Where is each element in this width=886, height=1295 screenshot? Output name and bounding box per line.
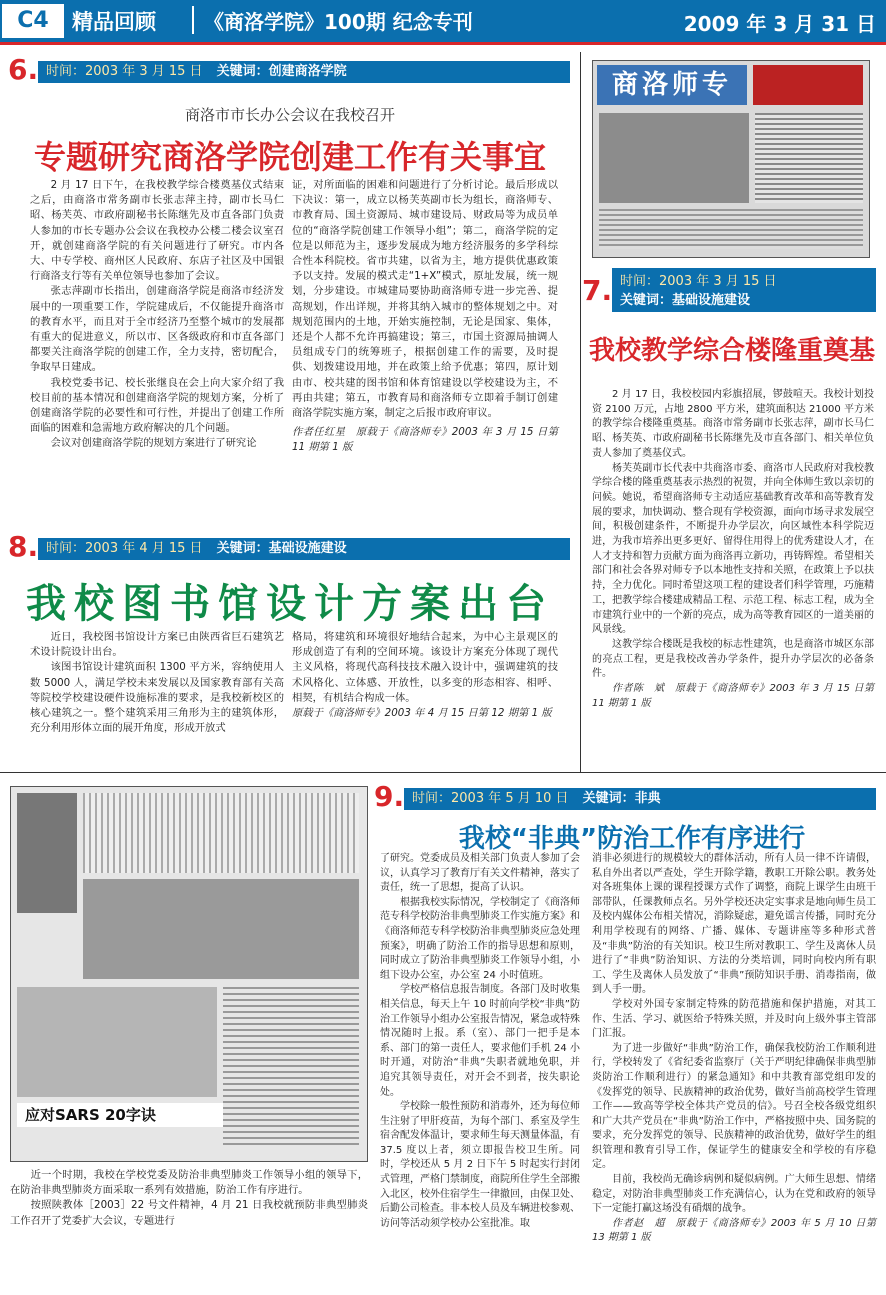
paragraph: 学校对外国专家制定特殊的防范措施和保护措施，对其工作、生活、学习、就医给予特殊关照，并及时向上级外事主管部门汇报。	[592, 998, 876, 1040]
clipping-heading: 应对SARS 20字诀	[17, 1103, 225, 1127]
clipping-text-block	[83, 793, 359, 873]
paragraph: 目前，我校尚无确诊病例和疑似病例。广大师生思想、情绪稳定，对防治非典型肺炎工作充满信心，认为在党和政府的领导下一定能打赢这场没有硝烟的战争。	[592, 1174, 876, 1215]
paragraph: 近一个时期，我校在学校党委及防治非典型肺炎工作领导小组的领导下，在防治非典型肺炎方面采取一系列有效措施，防治工作有序进行。	[10, 1169, 368, 1197]
section-6-bar	[8, 53, 570, 86]
section-keyword: 关键词：非典	[582, 791, 661, 806]
paragraph: 这教学综合楼既是我校的标志性建筑，也是商洛市城区东部的亮点工程，更是我校改善办学条件，提升办学层次的必备条件。	[592, 638, 874, 680]
paragraph: 张志萍副市长指出，创建商洛学院是商洛市经济发展中的一项重要工作，学院建成后，不仅能提升商洛市的教育水平，而且对于全市经济乃至整个城市的发展都有重大的促进意义，所以市、区各级政府和市直各部门都要关注商洛学院的创建工作，全力支持，密切配合，争取早日建成。	[30, 285, 284, 374]
s6-column-1	[30, 178, 284, 452]
s9-headline: 我校“非典”防治工作有序进行	[458, 824, 806, 854]
section-9-bar	[374, 780, 876, 813]
page-number: C4	[2, 4, 64, 38]
paragraph: 杨芙英副市长代表中共商洛市委、商洛市人民政府对我校教学综合楼的隆重奠基表示热烈的祝贺，并向全体师生致以亲切的问候。她说，希望商洛师专主动适应基础教育改革和高等教育发展的要求，加快调动、整合现有学校资源，面向市场寻求发展空间，积极创建条件，不断提升办学层次，向区域性本科学院迈进，为我市培养出更多更好、留得住用得上的优秀建设人才，在人才支持和智力贡献方面为商洛再立新功，再铸辉煌。希望相关部门和社会各界对师专予以本地性支持和关照，在政策上予以扶持，全力优化。同时希望这项工程的建设者们科学管理，巧施精工，把教学综合楼建成精品工程、示范工程、标志工程，成为全市建筑行业中的一个新的亮点，成为高等教育园区的一道美丽的风景线。	[592, 462, 874, 636]
column-divider	[580, 52, 581, 772]
paragraph: 该图书馆设计建筑面积 1300 平方米，容纳使用人数 5000 人，满足学校未来发展以及国家教育部有关高等院校学校建设硬件设施标准的要求，是我校新校区的核心建筑之一。整个建筑采用三角形为主的建筑体形，充分利用形体立面的展开角度，形成开放式	[30, 661, 284, 735]
paragraph: 格局，将建筑和环境很好地结合起来，为中心主景观区的形成创造了有利的空间环境。该设计方案充分体现了现代主义风格，将现代高科技技术融入设计中，强调建筑的技术风格化、立体感、开放性，以多变的形态相容、相呼、相契，有机结合构成一体。	[292, 631, 558, 704]
s7-headline: 我校教学综合楼隆重奠基	[588, 336, 875, 366]
page-header	[0, 0, 886, 45]
s9-column-1	[380, 852, 580, 1231]
s8-column-1	[30, 630, 284, 736]
paragraph: 消非必须进行的规模较大的群体活动，所有人员一律不许请假，私自外出者以严查处，学生开除学籍，教职工开除公职。教务处对各班集体上课的课程授课方式作了调整，商院上课学生由班干部带队，任课教师点名。另外学校还决定实事求是地向师生员工及校内媒体公布相关情况，消除疑虑，避免谣言传播，同时充分利用学校现有的网络、广播、媒体、专题讲座等多种形式普及“非典”防治的有关知识。校卫生所对教职工、学生及离休人员进行了“非典”防治知识、方法的分类培训，同时向校内所有职工、学生及离休人员发放了“非典”预防知识手册、消毒指南，做到人手一册。	[592, 853, 876, 996]
clipping-illustration	[83, 879, 359, 979]
section-number: 9.	[374, 780, 405, 813]
paragraph: 证，对所面临的困难和问题进行了分析讨论。最后形成以下决议：第一，成立以杨芙英副市长为组长，商洛师专、市教育局、国土资源局、城市建设局、财政局等为成员单位的“商洛学院创建工作领导小组”；第二，商洛学院的定位是以师范为主，逐步发展成为地方经济服务的多学科综合性本科院校。省市共建，以省为主，地方提供优惠政策予以支持。发展的模式走“1+X”模式，原址发展，统一规划，分步建设。市城建局要协助商洛师专进一步完善、提高规划，作出详规，并将其纳入城市的整体规划之中。对规划范围内的土地，开始实施控制，无论是国家、集体，还是个人都不允许再搞建设；第三，市国土资源局抽调人员组成专门的统筹班子，根据创建工作的需要，及时提供、划拨建设用地，并在政策上给予优惠；第四，原计划由市、校共建的图书馆和体育馆建设以学校建设为主，不再由共建；第五，市教育局和商洛师专立即着手制订创建商洛学院实施方案，制定之后报市政府审议。	[292, 179, 558, 420]
paragraph: 为了进一步做好“非典”防治工作，确保我校防治工作顺利进行，学校转发了《省纪委省监察厅（关于严明纪律确保非典型肺炎防治工作顺利进行）的紧急通知》和中共教育部党组印发的《发挥党的领导、民族精神的政治优势，做好当前高校学生管理工作——致高等学校全体共产党员的信》。号召全校各级党组织和广大共产党员在“非典”防治工作中，严格按照中央、国务院的要求，充分发挥党的领导、民族精神的政治优势，做好学生的组织管理和教育引导工作，保证学生的健康安全和学校的有序稳定。	[592, 1042, 876, 1171]
section-number: 7.	[582, 274, 613, 307]
paragraph: 学校严格信息报告制度。各部门及时收集相关信息，每天上午 10 时前向学校“非典”防治工作领导小组办公室报告情况，紧急或特殊情况随时上报。系（室）、部门一把手是本系、部门的第一责任人，要求他们手机 24 小时开通，对防治“非典”失职者就地免职，并追究其领导责任，对开会不到者，按失职论处。	[380, 984, 580, 1098]
newspaper-clipping-image	[592, 60, 870, 258]
byline: 作者赵 超 原载于《商洛师专》2003 年 5 月 10 日第 13 期第 1 版	[592, 1217, 876, 1244]
clipping-masthead: 商洛师专	[597, 65, 747, 105]
paragraph: 了研究。党委成员及相关部门负责人参加了会议，认真学习了教育厅有关文件精神，落实了责任，统一了思想，提高了认识。	[380, 853, 580, 894]
section-date: 时间：2003 年 4 月 15 日	[46, 541, 203, 556]
issue-date: 2009 年 3 月 31 日	[683, 12, 876, 36]
s8-headline: 我校图书馆设计方案出台	[26, 581, 554, 627]
s9-column-2	[592, 852, 876, 1246]
horizontal-divider	[0, 772, 886, 773]
clipping-text-lines	[599, 209, 863, 249]
sars-clipping-image	[10, 786, 368, 1162]
section-date: 时间：2003 年 3 月 15 日	[46, 64, 203, 79]
section-date: 时间：2003 年 3 月 15 日	[620, 274, 777, 289]
special-issue-title: 《商洛学院》100期 纪念专刊	[204, 10, 473, 34]
clipping-illustration	[17, 987, 217, 1097]
section-number: 8.	[8, 530, 39, 563]
paragraph: 学校除一般性预防和消毒外，还为每位师生注射了甲肝疫苗，为每个部门、系室及学生宿舍配发体温计，要求师生每天测量体温，有 37.5 度以上者，须立即报告校卫生所。同时，学校还从 5 月 2 日下午 5 时起实行封闭式管理，严格门禁制度，商院所住学生全部搬入北区，校外住宿学生一律撤回，由保卫处、后勤公司检查。非本校人员及车辆进校参观、访问等活动须学校办公室批准。取	[380, 1101, 580, 1229]
clipping-text-lines	[223, 987, 359, 1147]
s6-column-2	[292, 178, 558, 456]
clipping-masthead	[17, 793, 77, 913]
byline: 原载于《商洛师专》2003 年 4 月 15 日第 12 期第 1 版	[292, 707, 552, 720]
header-divider	[192, 6, 194, 34]
section-date: 时间：2003 年 5 月 10 日	[412, 791, 569, 806]
s6-headline: 专题研究商洛学院创建工作有关事宜	[33, 138, 546, 176]
paragraph: 2 月 17 日下午，在我校教学综合楼奠基仪式结束之后，由商洛市常务副市长张志萍主持，副市长马仁昭、杨芙英、市政府副秘书长陈继先及市直各部门负责人参加的市长专题办公会议在我校办公楼二楼会议室召开，就创建商洛学院的有关问题进行了研究。市内各大、中专学校、商州区人民政府、东店子社区及中国银行商洛支行等有关单位领导也参加了会议。	[30, 179, 284, 283]
section-keyword: 关键词：基础设施建设	[620, 293, 751, 308]
s6-subhead: 商洛市市长办公会议在我校召开	[184, 106, 395, 124]
clipping-banner	[753, 65, 863, 105]
section-title: 精品回顾	[72, 10, 156, 34]
s7-body	[592, 388, 874, 711]
byline: 作者任红星 原载于《商洛师专》2003 年 3 月 15 日第 11 期第 1 版	[292, 426, 558, 454]
paragraph: 根据我校实际情况，学校制定了《商洛师范专科学校防治非典型肺炎工作实施方案》和《商洛师范专科学校防治非典型肺炎应急处理预案》，明确了防治工作的指导思想和原则，同时成立了防治非典型肺炎工作领导小组，小组下设办公室，办公室 24 小时值班。	[380, 896, 580, 981]
paragraph: 会议对创建商洛学院的规划方案进行了研究论	[50, 437, 257, 450]
clipping-article	[755, 113, 863, 203]
paragraph: 近日，我校图书馆设计方案已由陕西省巨石建筑艺术设计院设计出台。	[30, 631, 284, 659]
paragraph: 按照陕教体［2003］22 号文件精神，4 月 21 日我校就预防非典型肺炎工作召开了党委扩大会议，专题进行	[10, 1199, 368, 1227]
s8-column-2	[292, 630, 558, 721]
sars-photo-caption	[10, 1168, 368, 1229]
section-keyword: 关键词：基础设施建设	[216, 541, 347, 556]
paragraph: 我校党委书记、校长张继良在会上向大家介绍了我校目前的基本情况和创建商洛学院的规划方案，分析了创建商洛学院的必要性和可行性，并提出了创建工作所面临的困难和急需地方政府解决的几个问题。	[30, 376, 284, 435]
section-8-bar	[8, 530, 570, 563]
section-number: 6.	[8, 53, 39, 86]
section-7-bar	[582, 268, 876, 312]
byline: 作者陈 斌 原载于《商洛师专》2003 年 3 月 15 日第 11 期第 1 版	[592, 683, 874, 709]
clipping-photo	[599, 113, 749, 203]
section-keyword: 关键词：创建商洛学院	[216, 64, 347, 79]
paragraph: 2 月 17 日，我校校园内彩旗招展，锣鼓喧天。我校计划投资 2100 万元，占地 2800 平方米，建筑面积达 21000 平方米的教学综合楼隆重奠基。商洛市常务副市长张志萍，副市长马仁昭、杨芙英、市政府副秘书长陈继先及市直各部门、相关单位负责人参加了奠基仪式。	[592, 389, 874, 459]
